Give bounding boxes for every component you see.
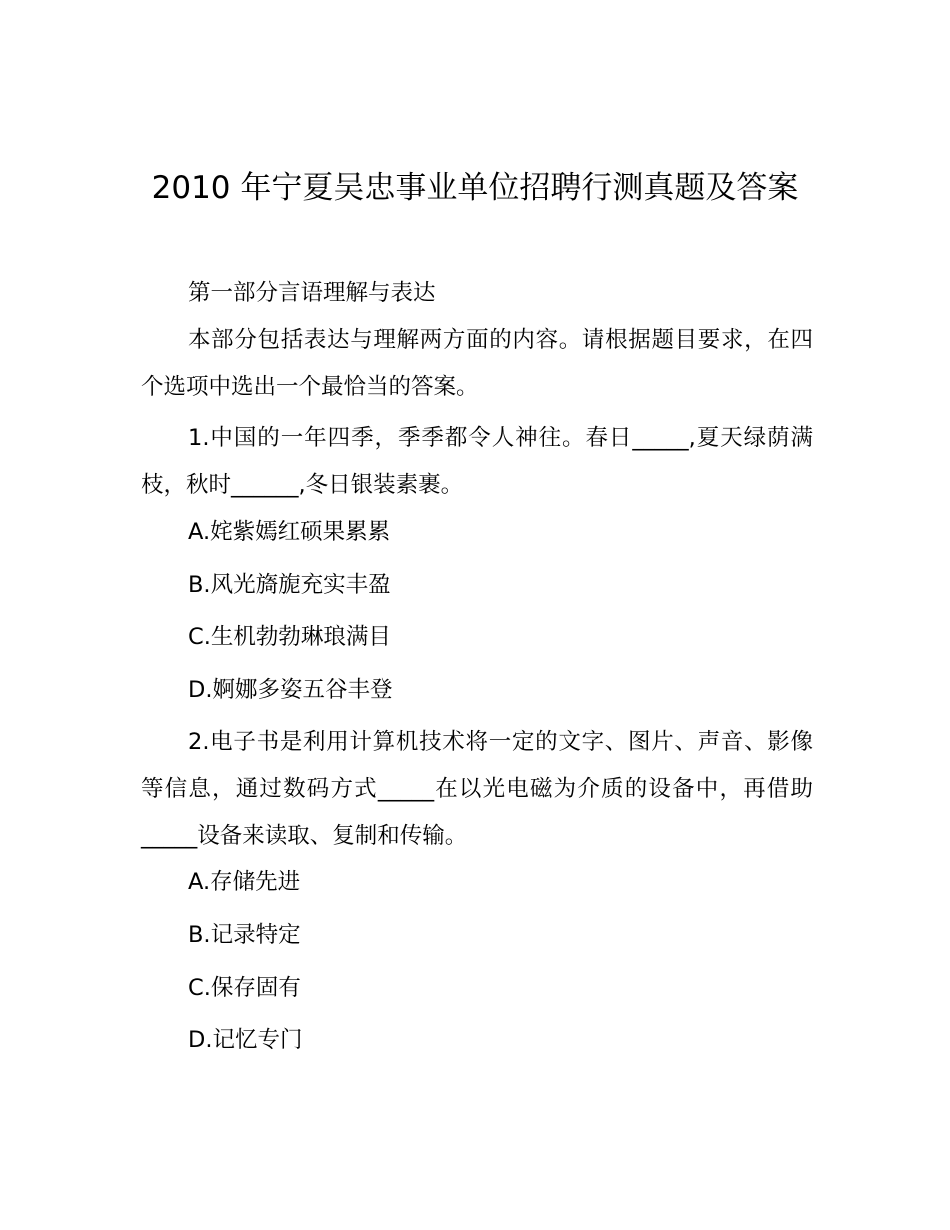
question-1-stem: 1.中国的一年四季，季季都令人神往。春日_____,夏天绿荫满枝，秋时______,冬日银装素裹。 [141, 425, 813, 498]
question-1-option-a: A.姹紫嫣红硕果累累 [188, 519, 391, 545]
question-2-option-c: C.保存固有 [188, 975, 301, 1001]
question-1-option-d: D.婀娜多姿五谷丰登 [188, 677, 393, 703]
question-2-option-d: D.记忆专门 [188, 1027, 303, 1053]
question-1-option-b: B.风光旖旎充实丰盈 [188, 572, 391, 598]
question-1-option-c: C.生机勃勃琳琅满目 [188, 624, 391, 650]
intro-paragraph: 本部分包括表达与理解两方面的内容。请根据题目要求，在四个选项中选出一个最恰当的答案。 [141, 327, 813, 400]
document-title: 2010 年宁夏吴忠事业单位招聘行测真题及答案 [151, 170, 799, 206]
question-2-option-b: B.记录特定 [188, 922, 301, 948]
question-2-option-a: A.存储先进 [188, 869, 301, 895]
section-heading: 第一部分言语理解与表达 [188, 280, 436, 306]
question-2-stem: 2.电子书是利用计算机技术将一定的文字、图片、声音、影像等信息，通过数码方式_____在以光电磁为介质的设备中，再借助_____设备来读取、复制和传输。 [141, 729, 813, 849]
